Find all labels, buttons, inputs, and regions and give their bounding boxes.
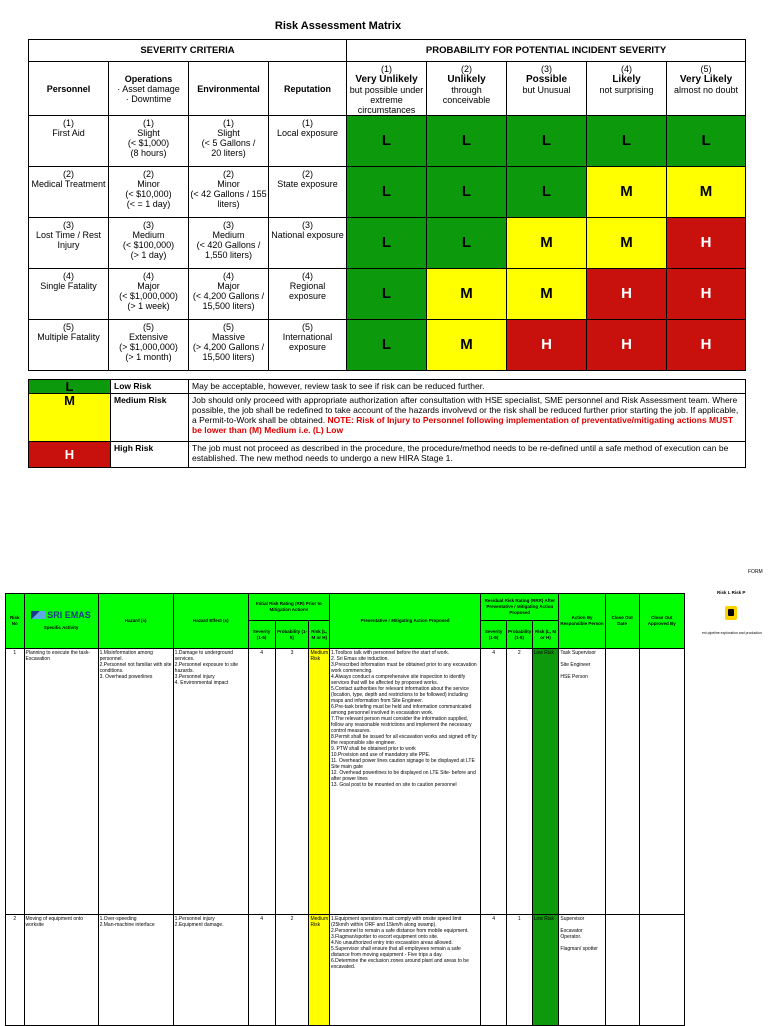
severity-operations-cell: (1) Slight (< $1,000) (8 hours) xyxy=(109,116,189,167)
severity-reputation-cell: (2) State exposure xyxy=(269,167,347,218)
severity-operations-cell: (2) Minor (< $10,000) (< = 1 day) xyxy=(109,167,189,218)
hira-approved-by-cell xyxy=(639,649,684,915)
dog-icon xyxy=(728,609,734,616)
hira-risk-cell: Medium Risk xyxy=(309,649,330,915)
risk-rating-cell: M xyxy=(587,218,667,269)
risk-rating-cell: L xyxy=(507,167,587,218)
risk-no-header: Risk No xyxy=(6,594,25,649)
risk-rating-cell: H xyxy=(587,269,667,320)
severity-reputation-cell: (5) International exposure xyxy=(269,320,347,371)
hira-close-date-cell xyxy=(605,915,639,1026)
severity-personnel-cell: (2) Medical Treatment xyxy=(29,167,109,218)
severity-operations-cell: (4) Major (< $1,000,000) (> 1 week) xyxy=(109,269,189,320)
approved-by-header: Close Out Approved By xyxy=(639,594,684,649)
risk-rating-cell: H xyxy=(667,269,746,320)
risk-rating-cell: L xyxy=(347,218,427,269)
residual-severity-header: Severity (1-5) xyxy=(481,621,507,649)
hira-r-severity-cell: 4 xyxy=(481,649,507,915)
effect-header: Hazard Effect (s) xyxy=(173,594,248,649)
risk-labels: Risk L Risk P xyxy=(717,590,746,595)
risk-rating-cell: M xyxy=(587,167,667,218)
sri-emas-logo-icon xyxy=(31,611,45,619)
risk-rating-cell: L xyxy=(427,116,507,167)
hira-hazard-cell: 1.Over-speeding 2.Man-machine interface xyxy=(98,915,173,1026)
environmental-header: Environmental xyxy=(189,62,269,116)
hira-r-severity-cell: 4 xyxy=(481,915,507,1026)
risk-legend xyxy=(28,379,746,468)
hira-severity-cell: 4 xyxy=(248,649,275,915)
hira-close-date-cell xyxy=(605,649,639,915)
hira-table xyxy=(5,593,685,1026)
risk-matrix xyxy=(28,39,746,371)
close-date-header: Close Out Date xyxy=(605,594,639,649)
severity-row xyxy=(29,116,746,167)
severity-reputation-cell: (4) Regional exposure xyxy=(269,269,347,320)
risk-rating-cell: L xyxy=(587,116,667,167)
severity-personnel-cell: (1) First Aid xyxy=(29,116,109,167)
hira-no-cell: 2 xyxy=(6,915,25,1026)
residual-risk-header: Risk (L, M or H) xyxy=(532,621,559,649)
hira-actions-cell: 1.Equipment operators must comply with onsite speed limit (25km/h within ORF and 15km/h along swamp). 2.Personnel to remain a safe distance from mobile equipment. 3.Flagman/spotter to escort equipment onto site. 4.No unauthorized entry into excavation areas allowed. 5.Supervisor shall ensure that all employees remain a safe distance from moving equipment - Five trips a day. 6.Determine the exclusion zones around plant and areas to be excavated. xyxy=(330,915,481,1026)
risk-rating-cell: M xyxy=(427,269,507,320)
severity-operations-cell: (5) Extensive (> $1,000,000) (> 1 month) xyxy=(109,320,189,371)
probability-4: (4) Likely not surprising xyxy=(587,62,667,116)
legend-low-swatch: L xyxy=(29,380,111,394)
probability-2: (2) Unlikely through conceivable xyxy=(427,62,507,116)
severity-row xyxy=(29,167,746,218)
risk-rating-cell: L xyxy=(427,218,507,269)
risk-rating-cell: L xyxy=(427,167,507,218)
severity-row xyxy=(29,269,746,320)
severity-reputation-cell: (3) National exposure xyxy=(269,218,347,269)
sri-emas-logo: SRI EMAS xyxy=(26,611,97,619)
legend-medium-text: Job should only proceed with appropriate authorization after consultation with HSE specialist, SME personnel and Risk Assessment team. Where possible, the job shall be redefined to take account of the hazards involvevd or the risk shall be reduced further prior starting the job. If applicable, a Permit-to-Work shall be obtained. NOTE: Risk of Injury to Personnel following implementation of preventative/mitigating actions MUST be lower than (M) Medium i.e. (L) Low xyxy=(189,394,746,442)
severity-personnel-cell: (4) Single Fatality xyxy=(29,269,109,320)
actions-header: Preventative / Mitigating Action Proposed xyxy=(330,594,481,649)
risk-rating-cell: H xyxy=(667,218,746,269)
form-label: FORM xyxy=(748,569,763,575)
severity-environmental-cell: (2) Minor (< 42 Gallons / 155 liters) xyxy=(189,167,269,218)
initial-rating-header: Initial Risk Rating (RR) Prior to Mitigation Actions xyxy=(248,594,329,621)
personnel-header: Personnel xyxy=(29,62,109,116)
probability-5: (5) Very Likely almost no doubt xyxy=(667,62,746,116)
risk-header: Risk (L, M or H) xyxy=(309,621,330,649)
action-by-header: Action By Responsible Person xyxy=(559,594,605,649)
legend-medium-swatch: M xyxy=(29,394,111,442)
hira-row xyxy=(6,915,685,1026)
activity-header: SRI EMAS Specific Activity xyxy=(24,594,98,649)
severity-environmental-cell: (4) Major (< 4,200 Gallons / 15,500 liters) xyxy=(189,269,269,320)
hira-action-by-cell: Task Supervisor Site Engineer HSE Person xyxy=(559,649,605,915)
hira-row xyxy=(6,649,685,915)
severity-environmental-cell: (1) Slight (< 5 Gallons / 20 liters) xyxy=(189,116,269,167)
hira-activity-cell: Planning to execute the task-Excavation xyxy=(24,649,98,915)
legend-low-label: Low Risk xyxy=(111,380,189,394)
severity-row xyxy=(29,320,746,371)
risk-rating-cell: H xyxy=(587,320,667,371)
risk-rating-cell: L xyxy=(347,320,427,371)
operations-header: Operations · Asset damage · Downtime xyxy=(109,62,189,116)
legend-high-swatch: H xyxy=(29,442,111,468)
reputation-header: Reputation xyxy=(269,62,347,116)
hira-probability-cell: 2 xyxy=(275,915,309,1026)
risk-rating-cell: L xyxy=(667,116,746,167)
probability-header: PROBABILITY FOR POTENTIAL INCIDENT SEVERITY xyxy=(347,40,746,62)
hira-r-risk-cell: Low Risk xyxy=(532,915,559,1026)
hira-approved-by-cell xyxy=(639,915,684,1026)
residual-rating-header: Residual Risk Rating (RRR) After Preventative / Mitigating Action Proposed xyxy=(481,594,559,621)
eni-logo-caption: eni pipeline exploration and production xyxy=(702,631,762,635)
risk-rating-cell: H xyxy=(507,320,587,371)
probability-col-header: Probability (1-5) xyxy=(275,621,309,649)
probability-1: (1) Very Unlikely but possible under extreme circumstances xyxy=(347,62,427,116)
hira-action-by-cell: Supervisor Excavator Operator. Flagman/ spotter xyxy=(559,915,605,1026)
risk-rating-cell: L xyxy=(347,167,427,218)
hira-activity-cell: Moving of equipment onto worksite xyxy=(24,915,98,1026)
risk-rating-cell: L xyxy=(347,116,427,167)
severity-header: Severity (1-5) xyxy=(248,621,275,649)
risk-rating-cell: M xyxy=(427,320,507,371)
risk-rating-cell: M xyxy=(507,269,587,320)
hira-severity-cell: 4 xyxy=(248,915,275,1026)
hazard-header: Hazard (s) xyxy=(98,594,173,649)
severity-environmental-cell: (3) Medium (< 420 Gallons / 1,550 liters) xyxy=(189,218,269,269)
risk-rating-cell: M xyxy=(507,218,587,269)
residual-probability-header: Probability (1-5) xyxy=(506,621,532,649)
risk-rating-cell: L xyxy=(507,116,587,167)
hira-effect-cell: 1.Damage to underground services. 2.Personnel exposure to site hazards. 3.Personnel injury 4. Environmental impact xyxy=(173,649,248,915)
severity-row xyxy=(29,218,746,269)
hira-effect-cell: 1.Personnel injury 2.Equipment damage. xyxy=(173,915,248,1026)
hira-actions-cell: 1.Toolbox talk with personnel before the start of work. 2. Sri Emas site induction. 3.Prescribed information must be obtained prior to any excavation work commencing. 4.Always conduct a comprehensive site inspection to identify services that will be affected by proposed works. 5.Contact authorities for relevant information about the service (location, type, depth and restrictions to be followed) including maps and information from Site Engineer. 6.Pre-task briefing must be held and information communicated among personnel involved in excavation work. 7.The relevant person must consider the information supplied, follow any reasonable restrictions and implement the necessary control measures. 8.Permit shall be issued for all excavation works and signed off by the responsible site engineer. 9. PTW shall be obtained prior to work 10.Provision and use of mandatory site PPE. 11. Overhead power lines caution signage to be displayed at LTE Site main gate 12. Overhead powerlines to be displayed on LTE Site- before and after power lines 13. Goal post to be mounted on site to caution personnel xyxy=(330,649,481,915)
hira-no-cell: 1 xyxy=(6,649,25,915)
risk-rating-cell: H xyxy=(667,320,746,371)
legend-low-text: May be acceptable, however, review task to see if risk can be reduced further. xyxy=(189,380,746,394)
severity-personnel-cell: (3) Lost Time / Rest Injury xyxy=(29,218,109,269)
hira-r-probability-cell: 1 xyxy=(506,915,532,1026)
eni-logo xyxy=(725,606,737,620)
severity-personnel-cell: (5) Multiple Fatality xyxy=(29,320,109,371)
hira-r-probability-cell: 2 xyxy=(506,649,532,915)
legend-high-label: High Risk xyxy=(111,442,189,468)
hira-risk-cell: Medium Risk xyxy=(309,915,330,1026)
hira-hazard-cell: 1.Misinformation among personnel. 2.Personnel not familiar with site conditions. 3. Overhead powerlines xyxy=(98,649,173,915)
hira-probability-cell: 3 xyxy=(275,649,309,915)
risk-rating-cell: L xyxy=(347,269,427,320)
severity-reputation-cell: (1) Local exposure xyxy=(269,116,347,167)
hira-r-risk-cell: Low Risk xyxy=(532,649,559,915)
legend-medium-label: Medium Risk xyxy=(111,394,189,442)
probability-3: (3) Possible but Unusual xyxy=(507,62,587,116)
severity-criteria-header: SEVERITY CRITERIA xyxy=(29,40,347,62)
severity-environmental-cell: (5) Massive (> 4,200 Gallons / 15,500 liters) xyxy=(189,320,269,371)
legend-high-text: The job must not proceed as described in the procedure, the procedure/method needs to be re-defined until a safe method of execution can be established. The new method needs to undergo a new HIRA Stage 1. xyxy=(189,442,746,468)
risk-rating-cell: M xyxy=(667,167,746,218)
page-title: Risk Assessment Matrix xyxy=(274,20,402,32)
severity-operations-cell: (3) Medium (< $100,000) (> 1 day) xyxy=(109,218,189,269)
